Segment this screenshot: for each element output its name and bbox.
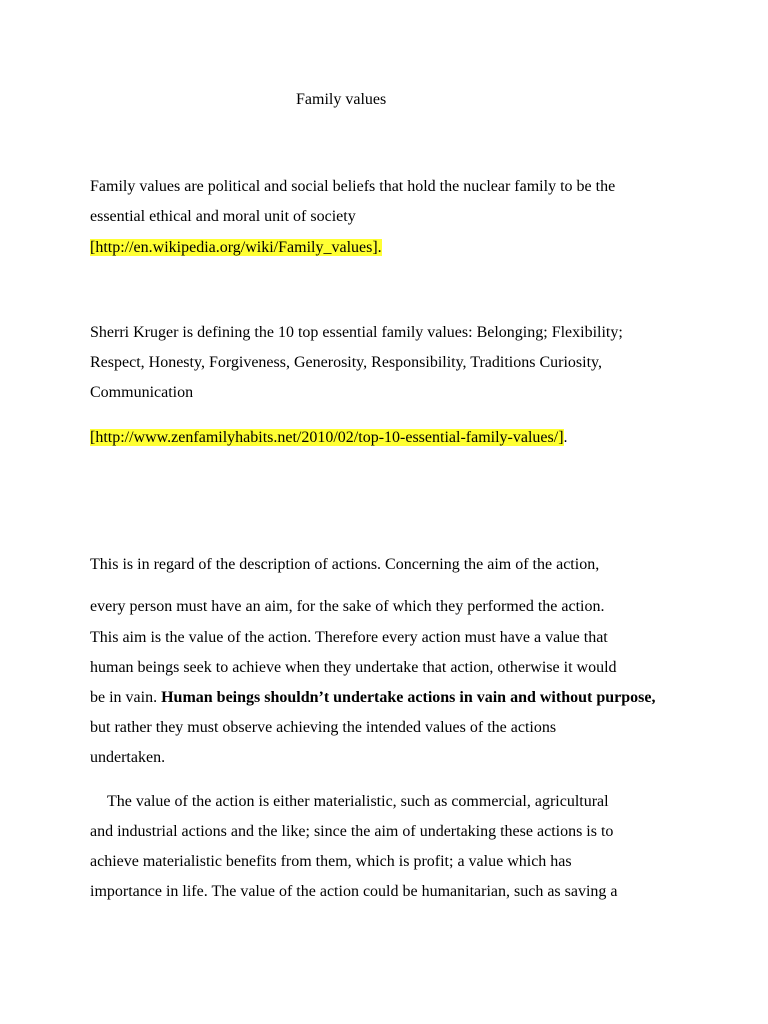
para3-line3: This aim is the value of the action. Therefore every action must have a value that (90, 629, 608, 646)
citation-period: . (563, 429, 568, 446)
para2-line2: Respect, Honesty, Forgiveness, Generosity, Responsibility, Traditions Curiosity, (90, 354, 602, 371)
para1-line1: Family values are political and social beliefs that hold the nuclear family to be the (90, 178, 616, 195)
para1-citation-line (90, 238, 382, 258)
para1-line2: essential ethical and moral unit of society (90, 208, 356, 225)
para3-line7: undertaken. (90, 749, 166, 766)
para2-line3: Communication (90, 384, 194, 401)
para4-line1: The value of the action is either materialistic, such as commercial, agricultural (107, 793, 609, 810)
zenfamilyhabits-citation: [http://www.zenfamilyhabits.net/2010/02/top-10-essential-family-values/] (90, 429, 564, 446)
para2-citation-line (90, 428, 568, 448)
para4-line4: importance in life. The value of the action could be humanitarian, such as saving a (90, 883, 618, 900)
document-title: Family values (296, 91, 387, 108)
para3-line1: This is in regard of the description of actions. Concerning the aim of the action, (90, 556, 600, 573)
para3-line5 (90, 688, 655, 708)
wikipedia-citation: [http://en.wikipedia.org/wiki/Family_values]. (90, 239, 382, 256)
para3-line5-start: be in vain. (90, 689, 162, 706)
bold-statement: Human beings shouldn’t undertake actions in vain and without purpose, (161, 689, 656, 706)
para4-line2: and industrial actions and the like; since the aim of undertaking these actions is to (90, 823, 614, 840)
para2-line1: Sherri Kruger is defining the 10 top essential family values: Belonging; Flexibility; (90, 324, 623, 341)
para3-line6: but rather they must observe achieving the intended values of the actions (90, 719, 557, 736)
para3-line2: every person must have an aim, for the sake of which they performed the action. (90, 598, 605, 615)
para3-line4: human beings seek to achieve when they undertake that action, otherwise it would (90, 659, 617, 676)
para4-line3: achieve materialistic benefits from them, which is profit; a value which has (90, 853, 572, 870)
